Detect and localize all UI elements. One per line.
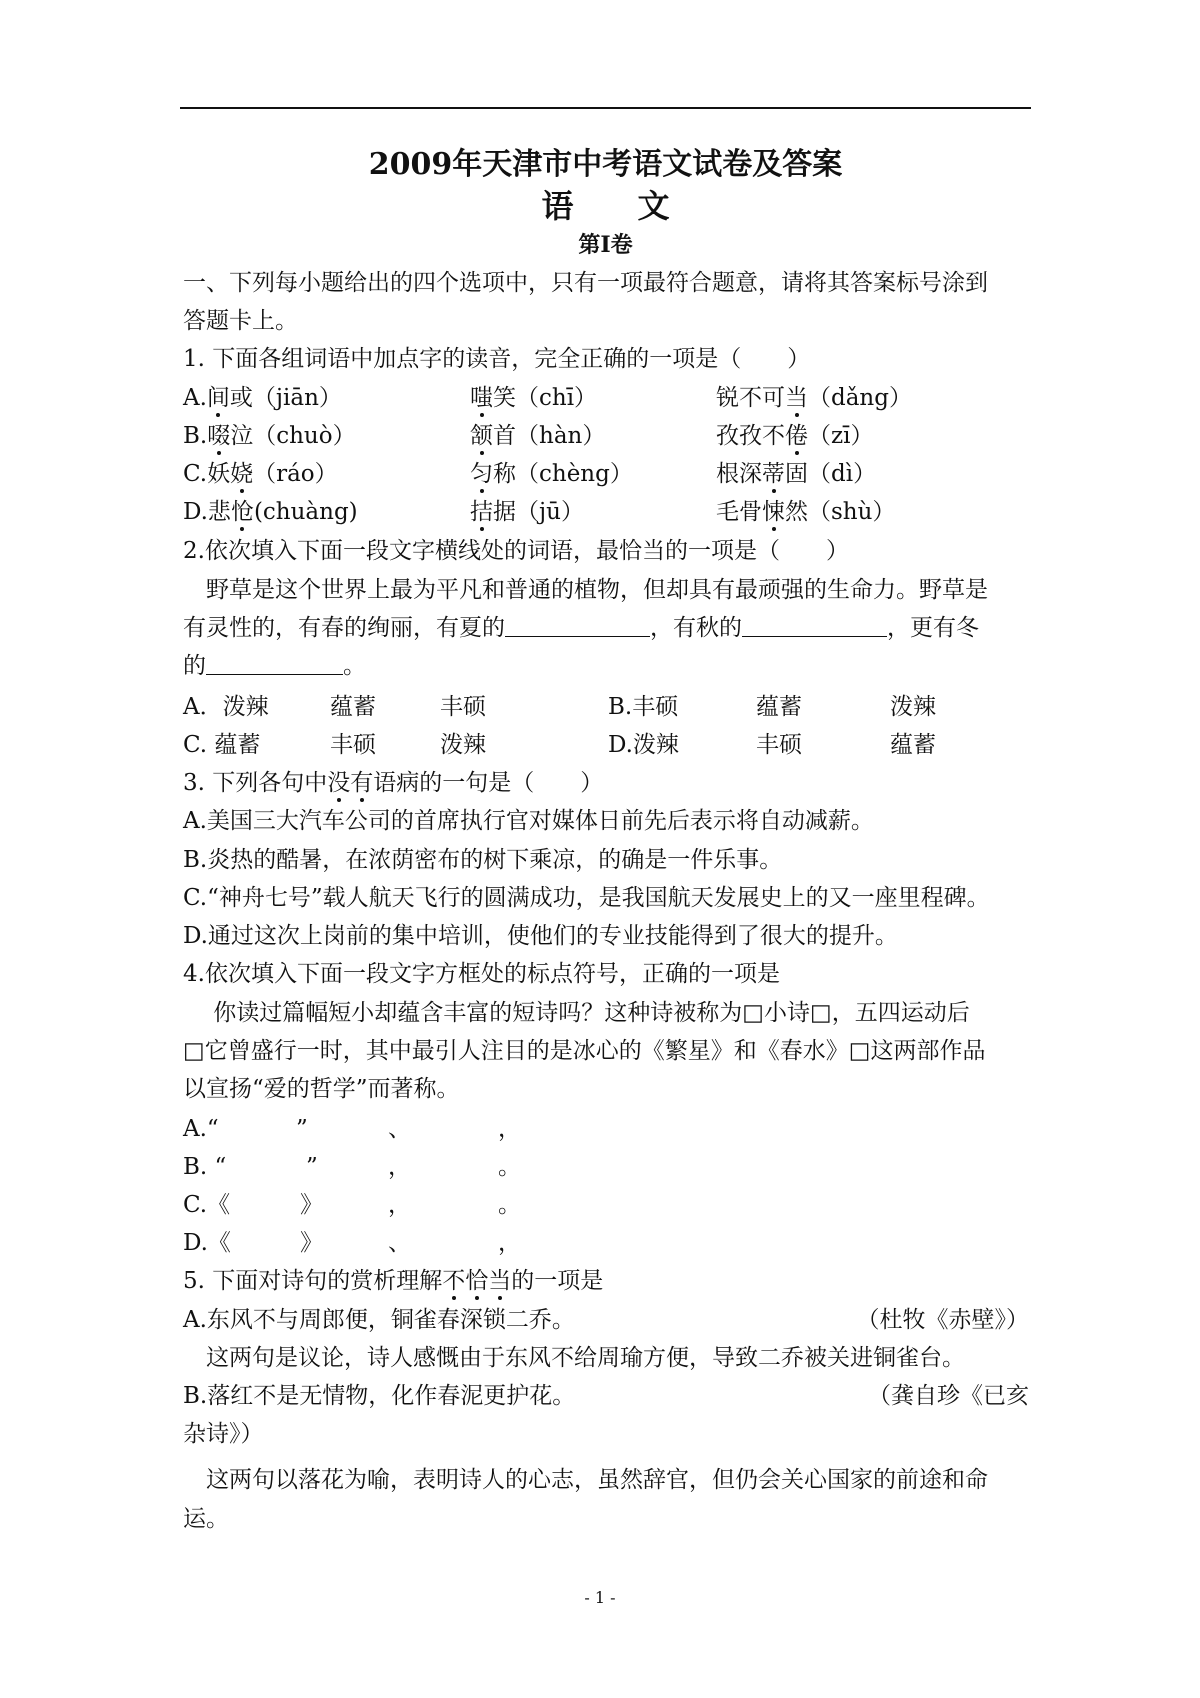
question-5-option-a-note: 这两句是议论，诗人感慨由于东风不给周瑜方便，导致二乔被关进铜雀台。: [183, 1345, 965, 1371]
question-2-stem: 2.依次填入下面一段文字横线处的词语，最恰当的一项是（ ）: [183, 538, 849, 564]
header-rule: [180, 107, 1031, 109]
question-4-stem: 4.依次填入下面一段文字方框处的标点符号，正确的一项是: [183, 961, 780, 987]
question-2-passage-line-3: 的 。: [183, 653, 366, 679]
question-3-option-b: B.炎热的酷暑，在浓荫密布的树下乘凉，的确是一件乐事。: [183, 847, 783, 873]
fill-blank-2: [742, 614, 887, 637]
question-5-option-b-source: （龚自珍《已亥: [868, 1383, 1029, 1409]
question-5-option-b-note: 这两句以落花为喻，表明诗人的心志，虽然辞官，但仍会关心国家的前途和命: [183, 1467, 988, 1493]
exam-title: 2009年天津市中考语文试卷及答案: [368, 147, 843, 182]
exam-page: 2009年天津市中考语文试卷及答案 语 文 第Ⅰ卷 一、下列每小题给出的四个选项中，只有一项最符合题意，请将其答案标号涂到 答题卡上。 1. 下面各组词语中加点字的读音，完全正确的一项是（ ） A.间或（jiān） 嗤笑（chī） 锐不可当（dǎng） B.啜泣（chuò） 颔首（hàn） 孜孜不倦（zī） C.妖娆（ráo） 匀称（chèng） 根深蒂固（dì） D.悲怆(chuàng) 拮据（jū） 毛骨悚然（shù） 2.依次填入下面一段文字横线处的词语，最恰当的一项是（ ） 野草是这个世界上最为平凡和普通的植物，但却具有最顽强的生命力。野草是 有灵性的，有春的绚丽，有夏的 ，有秋的 ，更有冬 的 。 A．泼辣 蕴蓄 丰硕 B.丰硕 蕴蓄 泼辣 C. 蕴蓄 丰硕 泼辣 D.泼辣 丰硕 蕴蓄 3. 下列各句中没有语病的一句是（ ） A.美国三大汽车公司的首席执行官对媒体日前先后表示将自动减薪。 B.炎热的酷暑，在浓荫密布的树下乘凉，的确是一件乐事。 C.“神舟七号”载人航天飞行的圆满成功，是我国航天发展史上的又一座里程碑。 D.通过这次上岗前的集中培训，使他们的专业技能得到了很大的提升。 4.依次填入下面一段文字方框处的标点符号，正确的一项是 你读过篇幅短小却蕴含丰富的短诗吗？这种诗被称为□小诗□，五四运动后 □它曾盛行一时，其中最引人注目的是冰心的《繁星》和《春水》□这两部作品 以宣扬“爱的哲学”而著称。 A.“ ” 、 ， B. “ ” ， 。 C.《 》 ， 。 D.《 》 、 ， 5. 下面对诗句的赏析理解不恰当的一项是 A.东风不与周郎便，铜雀春深锁二乔。 （杜牧《赤壁》） 这两句是议论，诗人感慨由于东风不给周瑜方便，导致二乔被关进铜雀台。 B.落红不是无情物，化作春泥更护花。 （龚自珍《已亥 杂诗》） 这两句以落花为喻，表明诗人的心志，虽然辞官，但仍会关心国家的前途和命 运。 - 1 -: [0, 0, 1200, 1698]
question-2-passage-line-2: 有灵性的，有春的绚丽，有夏的 ，有秋的 ，更有冬: [183, 615, 979, 641]
fill-blank-1: [505, 614, 650, 637]
fill-blank-3: [206, 652, 343, 675]
question-4-passage-line-3: 以宣扬“爱的哲学”而著称。: [183, 1076, 460, 1102]
section-instruction: 一、下列每小题给出的四个选项中，只有一项最符合题意，请将其答案标号涂到: [183, 270, 988, 296]
question-2-passage-line-1: 野草是这个世界上最为平凡和普通的植物，但却具有最顽强的生命力。野草是: [183, 577, 988, 603]
question-3-option-c: C.“神舟七号”载人航天飞行的圆满成功，是我国航天发展史上的又一座里程碑。: [183, 885, 990, 911]
question-5-option-b-source-cont: 杂诗》）: [183, 1421, 264, 1447]
question-5-stem: 5. 下面对诗句的赏析理解不恰当的一项是: [183, 1268, 604, 1294]
page-number: - 1 -: [584, 1588, 616, 1607]
question-5-option-a-source: （杜牧《赤壁》）: [856, 1307, 1029, 1333]
volume-title: 第Ⅰ卷: [578, 232, 633, 258]
section-instruction-cont: 答题卡上。: [183, 308, 298, 334]
question-3-option-d: D.通过这次上岗前的集中培训，使他们的专业技能得到了很大的提升。: [183, 923, 898, 949]
subject-title: 语 文: [541, 187, 670, 225]
question-1-stem: 1. 下面各组词语中加点字的读音，完全正确的一项是（ ）: [183, 346, 811, 372]
question-5-option-b-note-cont: 运。: [183, 1506, 229, 1532]
question-4-passage-line-1: 你读过篇幅短小却蕴含丰富的短诗吗？这种诗被称为□小诗□，五四运动后: [183, 1000, 970, 1026]
question-5-option-a: A.东风不与周郎便，铜雀春深锁二乔。: [183, 1307, 575, 1333]
question-3-stem: 3. 下列各句中没有语病的一句是（ ）: [183, 770, 604, 796]
question-5-option-b: B.落红不是无情物，化作春泥更护花。: [183, 1383, 576, 1409]
question-3-option-a: A.美国三大汽车公司的首席执行官对媒体日前先后表示将自动减薪。: [183, 808, 874, 834]
question-4-passage-line-2: □它曾盛行一时，其中最引人注目的是冰心的《繁星》和《春水》□这两部作品: [183, 1038, 986, 1064]
